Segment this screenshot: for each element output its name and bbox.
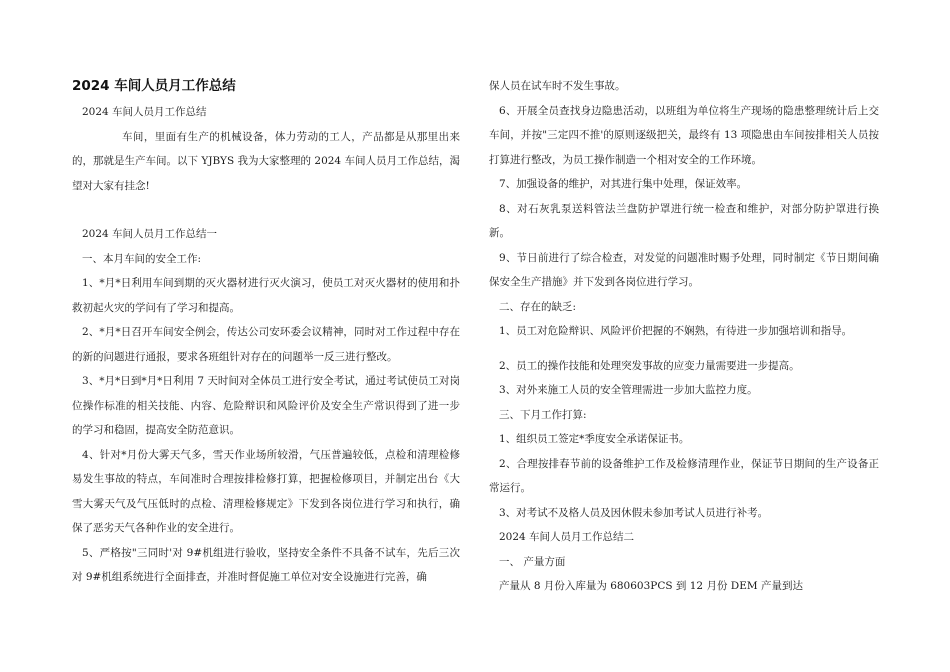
left-column [72, 74, 460, 590]
list-item: 2、员工的操作技能和处理突发事故的应变力量需要进一步提高。 [499, 359, 800, 372]
list-item: 4、针对*月份大雾天气多，雪天作业场所较滑，气压普遍较低，点检和清理检修易发生事故的特点，车间准时合理按排检修打算，把握检修项目，并制定出台《大雪大雾天气及气压低时的点检、清理检修规定》下发到各岗位进行学习和执行，确保了恶劣天气各种作业的安全进行。 [72, 448, 460, 534]
heading-deficiencies: 二、存在的缺乏: [499, 300, 577, 313]
list-item: 9、节日前进行了综合检查，对发觉的问题准时赐予处理，同时制定《节日期间确保安全生产措施》并下发到各岗位进行学习。 [489, 251, 879, 288]
list-item: 6、开展全员查找身边隐患活动，以班组为单位将生产现场的隐患整理统计后上交车间，并按"三定四不推'的原则逐级把关，最终有 13 项隐患由车间按排相关人员按打算进行整改，为员工操作制造一个相对安全的工作环境。 [489, 104, 879, 166]
list-item: 3、对考试不及格人员及因休假未参加考试人员进行补考。 [499, 506, 769, 519]
list-item: 7、加强设备的维护，对其进行集中处理，保证效率。 [499, 178, 748, 190]
heading-safety-work: 一、本月车间的安全工作: [82, 252, 202, 265]
heading-output: 一、 产量方面 [499, 555, 566, 568]
section-title-1: 2024 车间人员月工作总结一 [82, 228, 218, 240]
list-item: 1、组织员工签定*季度安全承诺保证书。 [499, 433, 690, 445]
section-title-2: 2024 车间人员月工作总结二 [499, 531, 635, 543]
list-item: 1、员工对危险辩识、风险评价把握的不娴熟，有待进一步加强培训和指导。 [499, 325, 853, 337]
list-item: 2、合理按排春节前的设备维护工作及检修清理作业，保证节日期间的生产设备正常运行。 [489, 457, 879, 494]
list-item: 5、严格按"三同时'对 9#机组进行验收，坚持安全条件不具备不试车，先后三次对 9#机组系统进行全面排查，并准时督促施工单位对安全设施进行完善，确 [72, 546, 460, 583]
list-item: 3、*月*日到*月*日利用 7 天时间对全体员工进行安全考试，通过考试使员工对岗位操作标准的相关技能、内容、危险辩识和风险评价及安全生产常识得到了进一步的学习和稳固，提高安全防范意识。 [72, 375, 460, 436]
list-item: 2、*月*日召开车间安全例会，传达公司安环委会议精神，同时对工作过程中存在的新的问题进行通报，要求各班组针对存在的问题举一反三进行整改。 [72, 326, 460, 363]
heading-next-month-plan: 三、下月工作打算: [499, 408, 587, 421]
right-column [489, 74, 879, 599]
list-item: 8、对石灰乳泵送料管法兰盘防护罩进行统一检查和维护，对部分防护罩进行换新。 [489, 202, 879, 239]
intro-paragraph: 车间，里面有生产的机械设备，体力劳动的工人，产品都是从那里出来的，那就是生产车间。以下 YJBYS 我为大家整理的 2024 车间人员月工作总结，渴望对大家有挂念! [72, 130, 460, 192]
output-paragraph: 产量从 8 月份入库量为 680603PCS 到 12 月份 DEM 产量到达 [499, 580, 803, 592]
list-item: 3、对外来施工人员的安全管理需进一步加大监控力度。 [499, 384, 758, 396]
document-subtitle: 2024 车间人员月工作总结 [82, 106, 207, 118]
spacer [489, 344, 879, 354]
spacer [72, 198, 460, 222]
list-item-continued: 保人员在试车时不发生事故。 [489, 80, 626, 92]
document-title: 2024 车间人员月工作总结 [72, 78, 236, 94]
list-item: 1、*月*日利用车间到期的灭火器材进行灭火演习，使员工对灭火器材的使用和扑救初起火灾的学问有了学习和提高。 [72, 277, 460, 314]
